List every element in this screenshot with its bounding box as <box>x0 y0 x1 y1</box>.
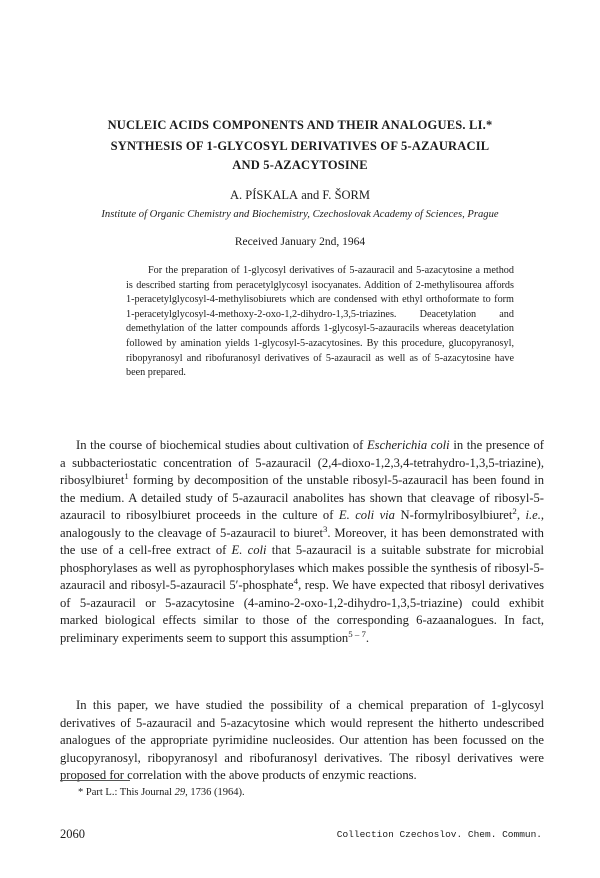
text-run: , analogously to the cleavage of 5-azauracil to biuret <box>60 508 544 540</box>
page-number: 2060 <box>60 827 85 841</box>
italic-run: E. coli via <box>338 508 395 523</box>
text-run: forming by decomposition of the unstable ribosyl-5-azauracil has been found in the medium. A detailed study of 5-azauracil anabolites has shown that cleavage of ribosyl-5-azauracil to ribosylbiuret proceeds in the culture of <box>60 473 544 523</box>
italic-run: Escherichia coli <box>366 438 450 452</box>
text-run: in the presence of a subbacteriostatic concentration of 5-azauracil (2,4-dioxo-1,2,3,4-tetrahydro-1,3,5-triazine), ribosylbiuret <box>60 438 544 488</box>
reference-4: 4 <box>293 576 299 587</box>
author-initial-1: A. <box>229 188 246 202</box>
text-run: that 5-azauracil is a suitable substrate for microbial phosphorylases as well as pyrophosphorylases which makes possible the synthesis of ribosyl-5-azauracil and ribosyl-5-azauracil 5′-phosphate <box>60 543 545 593</box>
text-run: , resp. We have expected that ribosyl derivatives of 5-azauracil or 5-azacytosine (4-amino-2-oxo-1,2-dihydro-1,3,5-triazine) could exhibit marked biological effects similar to those of the corresponding 6-azaanalogues. In fact, preliminary experiments seem to support this assumption <box>60 578 544 646</box>
title-line-2: SYNTHESIS OF 1-GLYCOSYL DERIVATIVES OF 5-AZAURACIL <box>110 139 490 153</box>
text-run: , <box>516 508 526 523</box>
reference-3: 3 <box>322 523 328 534</box>
text-run: In the course of biochemical studies about cultivation of <box>76 438 367 452</box>
text-run: N-formylribosylbiuret <box>394 508 513 523</box>
author-conjunction: and F. <box>298 188 335 202</box>
title-line-1: NUCLEIC ACIDS COMPONENTS AND THEIR ANALOGUES. LI.* <box>107 118 493 132</box>
footnote-volume: 29 <box>174 787 186 798</box>
title-line-3: AND 5-AZACYTOSINE <box>232 158 368 172</box>
text-run: . Moreover, it has been demonstrated with the use of a cell-free extract of <box>60 525 544 558</box>
footnote-divider <box>60 780 130 781</box>
reference-2: 2 <box>512 506 517 516</box>
body-paragraph-1 <box>60 437 544 648</box>
author-surname-1: PÍSKALA <box>245 188 299 202</box>
footnote-text: , 1736 (1964). <box>185 787 245 798</box>
received-date: Received January 2nd, 1964 <box>234 236 366 248</box>
abstract: For the preparation of 1-glycosyl derivatives of 5-azauracil and 5-azacytosine a method is described starting from peracetylglycosyl isocyanates. Addition of 2-methylisourea affords 1-peracetylglycosyl-4-methylisobiurets which are condensed with ethyl orthoformate to form 1-peracetylglycosyl-4-methoxy-2-oxo-1,2-dihydro-1,3,5-triazines. Deacetylation and demethylation of the latter compounds affords 1-glycosyl-5-azauracils whereas deacetylation followed by amination yields 1-glycosyl-5-azacytosines. By this procedure, glucopyranosyl, ribopyranosyl and ribofuranosyl derivatives of 5-azauracil as well as of 5-azacytosine have been prepared. <box>126 265 514 379</box>
journal-footer: Collection Czechoslov. Chem. Commun. <box>336 829 542 840</box>
institute-affiliation: Institute of Organic Chemistry and Biochemistry, Czechoslovak Academy of Sciences, Prague <box>101 209 499 220</box>
authors <box>40 188 560 203</box>
author-surname-2: ŠORM <box>334 188 370 202</box>
body-paragraph-2: In this paper, we have studied the possibility of a chemical preparation of 1-glycosyl derivatives of 5-azauracil and 5-azacytosine which would represent the hitherto undescribed analogues of the appropriate pyrimidine nucleosides. Our attention has been focussed on the glucopyranosyl, ribopyranosyl and ribofuranosyl derivatives. The ribosyl derivatives were proposed for correlation with the above products of enzymic reactions. <box>60 698 544 783</box>
footnote-text: * Part L.: This Journal <box>78 787 175 798</box>
italic-run: i.e. <box>525 508 541 523</box>
reference-1: 1 <box>124 470 129 481</box>
italic-run: E. coli <box>231 543 267 558</box>
footnote <box>78 787 245 798</box>
reference-5-7: 5 – 7 <box>348 628 366 639</box>
text-run: . <box>365 631 369 646</box>
